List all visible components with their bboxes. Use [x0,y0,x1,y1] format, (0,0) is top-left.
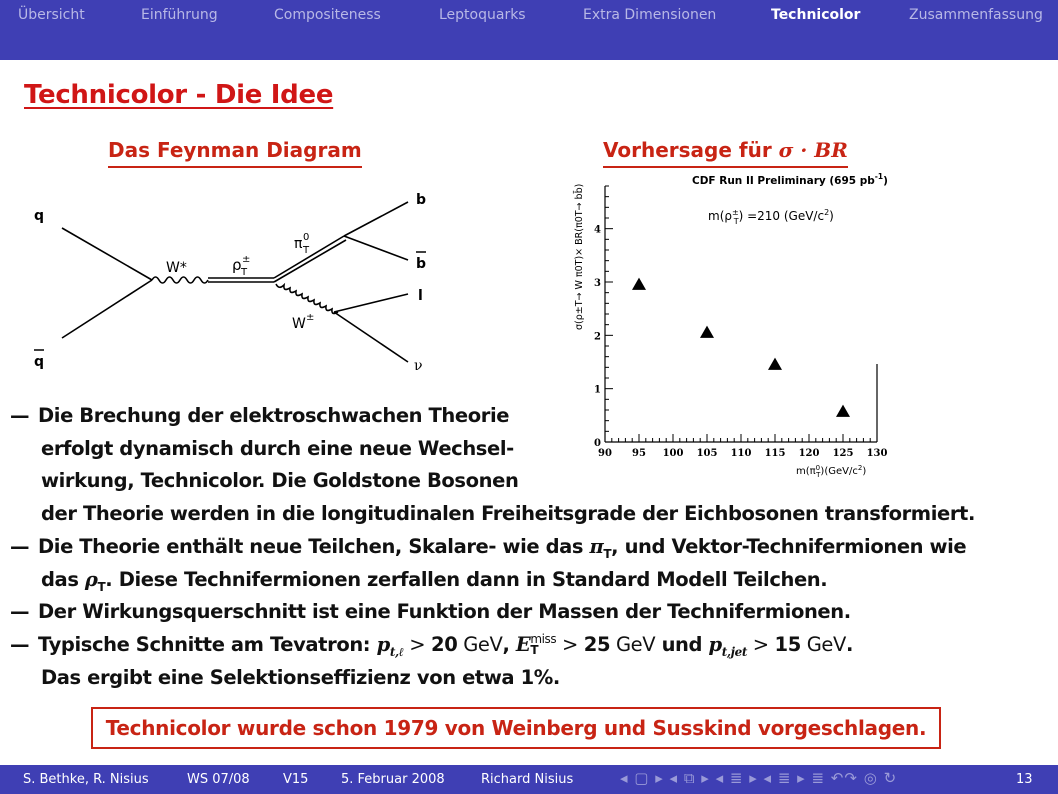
feynman-heading: Das Feynman Diagram [108,138,362,168]
x-tick-label: 100 [662,448,684,459]
nav-item-uebersicht[interactable]: Übersicht [18,7,85,23]
nav-item-leptoquarks[interactable]: Leptoquarks [439,7,526,23]
nav-item-zusammenfassung[interactable]: Zusammenfassung [909,7,1043,23]
footer-lecture: V15 [283,772,309,787]
pi-line-b [274,240,346,282]
x-tick-label: 90 [598,448,612,459]
y-tick-label: 3 [594,278,601,289]
footer-date: 5. Februar 2008 [341,772,445,787]
bullet-1-line-4: der Theorie werden in die longitudinalen Freiheitsgrade der Eichbosonen transformiert. [41,502,975,526]
y-tick-label: 2 [594,331,601,343]
x-tick-label: 110 [730,448,752,459]
nav-item-technicolor[interactable]: Technicolor [771,7,861,23]
page-number: 13 [1016,772,1033,787]
wstar-boson-line [152,277,208,283]
label-rho: ρ [232,256,242,274]
w-boson-line [276,284,338,313]
footer-bar [0,765,1058,794]
label-rho-sup: ± [242,254,251,265]
x-tick-label: 125 [832,448,854,459]
label-bbar: b [416,256,427,272]
bullet-1-line-1: — Die Brechung der elektroschwachen Theorie [10,404,510,427]
x-tick-label: 95 [632,448,646,459]
label-rho-sub: T [241,267,248,278]
beamer-nav-icons[interactable]: ◂ ▢ ▸ ◂ ⧉ ▸ ◂ ≣ ▸ ◂ ≣ ▸ ≣ ↶↷ ◎ ↻ [620,769,898,787]
history-callout: Technicolor wurde schon 1979 von Weinberg und Susskind vorgeschlagen. [91,707,941,749]
label-w: W [292,316,306,332]
b-quark-line [344,202,408,236]
label-neutrino: ν [414,358,423,374]
section-nav [0,0,1058,60]
y-axis-label: σ(ρ±T→ W π0T)× BR(π0T→ bb̄) [574,183,585,330]
nav-item-compositeness[interactable]: Compositeness [274,7,381,23]
label-pi: π [294,236,303,252]
label-b: b [416,192,427,208]
label-pi-sup: 0 [303,232,310,243]
plot-title: CDF Run II Preliminary (695 $pb^{-1}$) [692,172,888,187]
plot-annotation: m(ρ± T) =210 $(GeV/c^2)$ [708,208,834,226]
slide-title: Technicolor - Die Idee [24,80,334,110]
bullet-2-line-1: — Die Theorie enthält neue Teilchen, Skalare- wie das $\pi_T$, und Vektor-Technifermionen wie [10,534,967,561]
label-w-sup: ± [306,312,315,323]
y-tick-label: 4 [594,224,601,236]
bullet-4-line-2: Das ergibt eine Selektionseffizienz von etwa 1%. [41,665,560,689]
feynman-diagram [30,180,450,380]
neutrino-line [334,312,408,362]
y-tick-label: 1 [594,384,601,396]
quark-line [62,228,152,280]
bullet-2-line-2: das $\rho_T$. Diese Technifermionen zerfallen dann in Standard Modell Teilchen. [41,567,828,594]
bullet-1-line-2: erfolgt dynamisch durch eine neue Wechsel- [41,436,514,460]
label-wstar: W* [166,260,187,276]
footer-authors: S. Bethke, R. Nisius [23,772,149,787]
nav-item-einfuehrung[interactable]: Einführung [141,7,218,23]
bullet-3: — Der Wirkungsquerschnitt ist eine Funktion der Massen der Technifermionen. [10,600,851,624]
footer-speaker: Richard Nisius [481,772,574,787]
bullet-4-line-1: — Typische Schnitte am Tevatron: $p_{t,\ell} > 20$ GeV, E miss T > 25 GeV und $p_{t,jet} > 15$ GeV. [10,632,853,659]
x-tick-label: 105 [696,448,718,459]
label-qbar: q [34,354,45,370]
bbar-quark-line [344,236,408,260]
nav-item-extra-dimensionen[interactable]: Extra Dimensionen [583,7,717,23]
antiquark-line [62,280,152,338]
y-tick-label: 0 [594,438,601,449]
footer-semester: WS 07/08 [187,772,250,787]
x-tick-label: 115 [764,448,786,459]
bullet-1-line-3: wirkung, Technicolor. Die Goldstone Bosonen [41,469,519,493]
lepton-line [334,294,408,312]
x-axis-label: $m(\pi^0$ $T)(GeV/c^2)$ [796,464,867,479]
label-q: q [34,208,45,224]
label-lepton: l [418,288,423,304]
prediction-heading: Vorhersage für σ · BR [603,138,848,168]
x-tick-label: 130 [866,448,888,459]
x-tick-label: 120 [798,448,820,459]
bullet-list [10,400,1050,694]
label-pi-sub: T [303,245,310,256]
